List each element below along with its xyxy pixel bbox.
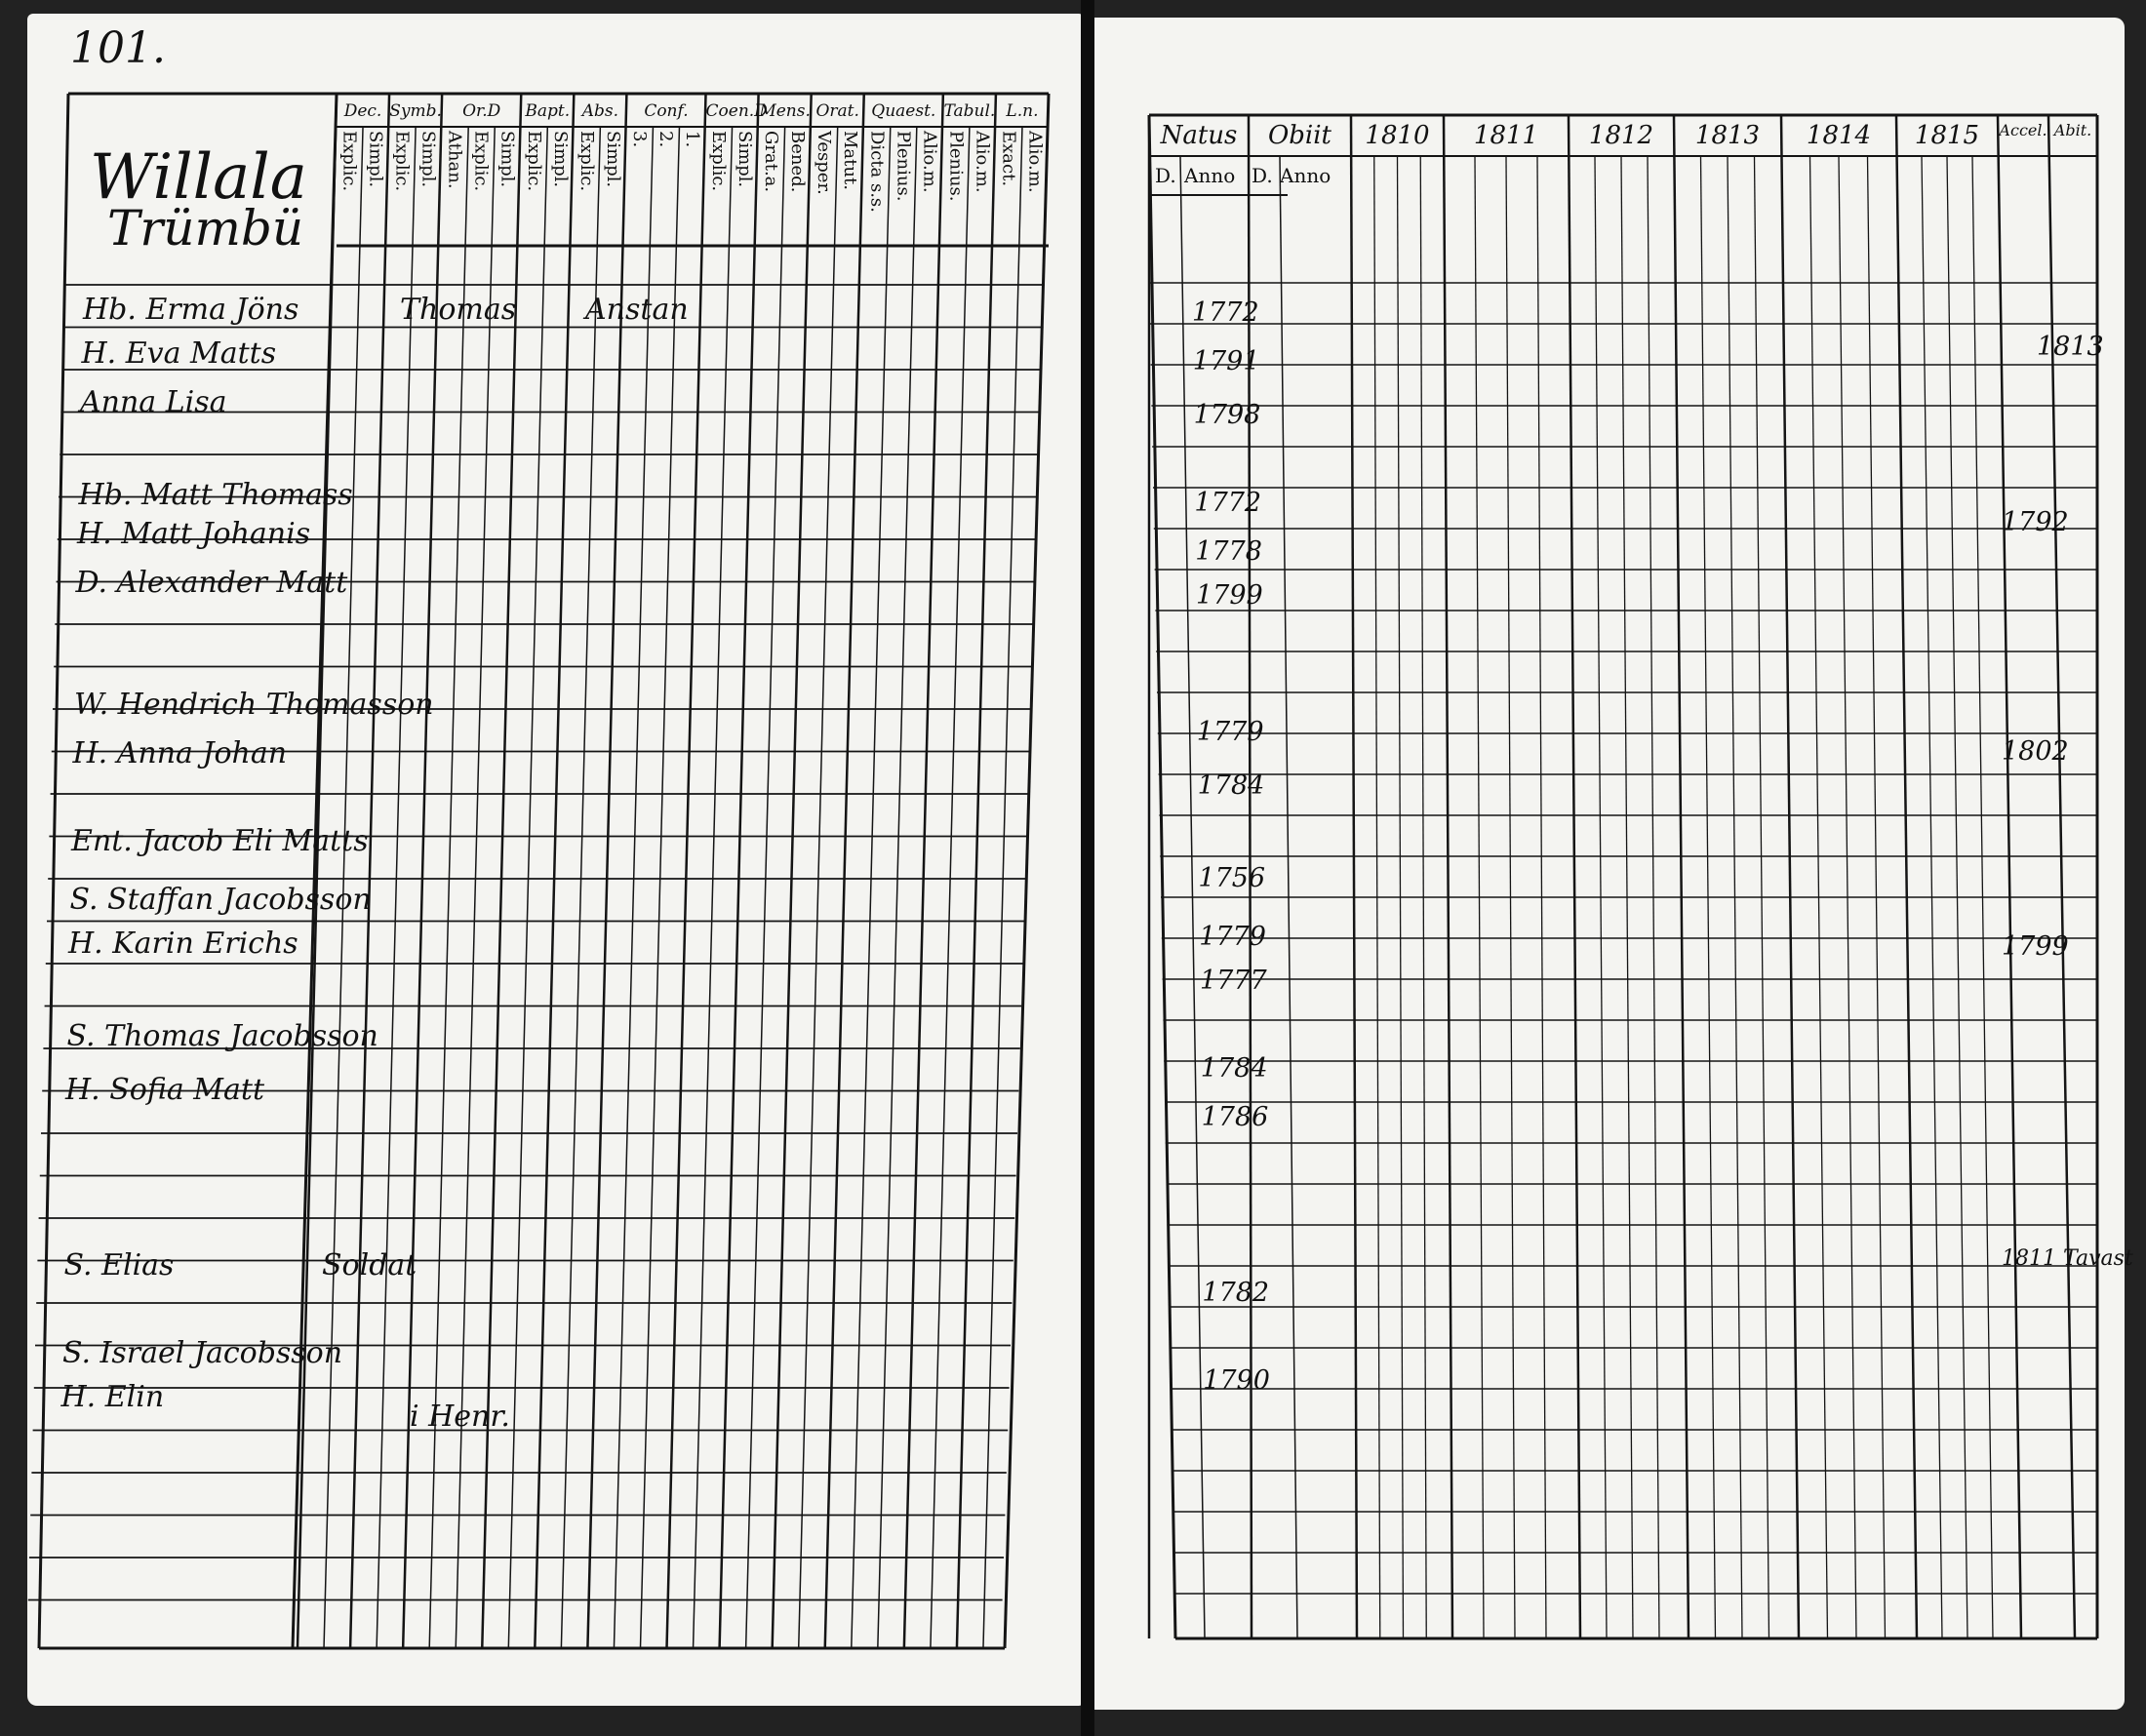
column-group-header: Abs. [581,101,618,121]
column-sub-header: Simpl. [417,131,439,188]
column-sub-header: Explic. [391,131,413,192]
column-sub-header: 3. [628,131,650,148]
birth-year: 1784 [1197,770,1265,801]
margin-note: 1802 [2002,736,2069,767]
household-member-name: H. Matt Johanis [77,517,311,551]
right-group-header: Obiit [1267,121,1332,150]
birth-year: 1772 [1192,297,1259,328]
column-sub-header: 1. [682,131,702,148]
column-sub-header: Alio.m. [919,131,940,193]
birth-year: 1779 [1199,922,1266,952]
household-member-name: H. Eva Matts [81,336,277,371]
right-group-divider [1569,115,1580,1638]
right-group-header: 1810 [1365,121,1430,150]
right-group-divider [1998,115,2021,1638]
page-number: 101. [70,23,166,73]
household-member-name: H. Karin Erichs [68,927,298,961]
column-sub-header: Simpl. [365,131,386,188]
right-group-header: Abit. [2053,121,2092,139]
column-group-header: L.n. [1006,101,1039,121]
household-member-name: D. Alexander Matt [75,566,348,600]
right-group-header: 1812 [1588,121,1654,150]
column-sub-header: Explic. [523,131,544,192]
column-sub-header: Plenius. [945,131,967,202]
birth-year: 1778 [1195,536,1262,567]
right-sub-header: D. [1252,164,1273,187]
column-sub-header: Explic. [708,131,730,192]
column-sub-header: Dicta s.s. [866,131,888,213]
right-group-divider [1674,115,1689,1638]
right-group-divider [1781,115,1799,1638]
column-group-header: Mens. [759,101,811,121]
household-member-name: Anna Lisa [80,385,227,419]
household-member-name: S. Thomas Jacobsson [66,1019,378,1053]
birth-year: 1779 [1196,717,1264,747]
right-sub-header: Anno [1280,164,1331,187]
right-group-header: 1811 [1473,121,1539,150]
annotation-thomas: Thomas [400,293,517,327]
household-member-name: H. Elin [60,1380,165,1414]
right-sub-header: Anno [1184,164,1236,187]
right-group-header: 1814 [1806,121,1872,150]
household-member-name: S. Staffan Jacobsson [69,883,372,917]
right-group-header: 1813 [1694,121,1761,150]
household-member-name: W. Hendrich Thomasson [74,688,434,722]
household-member-name: Ent. Jacob Eli Matts [71,824,369,858]
column-group-header: Symb. [389,101,442,121]
right-group-divider [1351,115,1357,1638]
right-group-header: 1815 [1914,121,1980,150]
column-sub-header: Explic. [576,131,597,192]
column-sub-header: Exact. [998,131,1019,187]
farm-name: Trümbü [107,200,304,256]
household-member-name: H. Sofia Matt [65,1073,264,1107]
margin-note: 1799 [2002,931,2069,962]
annotation-soldat: Soldat [322,1248,417,1282]
birth-year: 1772 [1194,488,1262,518]
column-group-header: Dec. [343,101,382,121]
column-sub-header: Alio.m. [1024,131,1046,193]
column-group-header: Orat. [815,101,859,121]
household-member-name: H. Anna Johan [72,736,288,770]
right-group-divider [1896,115,1917,1638]
right-sub-header: D. [1155,164,1176,187]
column-sub-header: 2. [655,131,676,148]
column-sub-header: Simpl. [735,131,756,188]
margin-note: 1792 [2002,507,2069,537]
annotation-anstan: Anstan [585,293,689,327]
household-member-name: Hb. Erma Jöns [83,293,299,327]
right-group-header: Natus [1160,121,1238,150]
column-sub-header: Athan. [444,131,465,189]
birth-year: 1791 [1192,346,1260,376]
right-group-header: Accel. [1999,121,2047,139]
margin-note: 1811 Tavast [2002,1246,2133,1271]
column-sub-header: Matut. [840,131,861,190]
household-member-name: S. Israel Jacobsson [62,1336,343,1370]
column-group-header: Or.D [462,101,501,121]
column-group-header: Quaest. [871,101,936,121]
column-sub-header: Simpl. [549,131,571,188]
birth-year: 1782 [1202,1278,1270,1308]
column-sub-header: Simpl. [497,131,518,188]
birth-year: 1798 [1193,400,1261,430]
column-sub-header: Explic. [470,131,492,192]
birth-year: 1756 [1198,863,1266,893]
household-member-name: Hb. Matt Thomass [78,478,353,512]
column-group-header: Bapt. [525,101,571,121]
household-member-name: S. Elias [63,1248,175,1282]
column-group-header: Conf. [644,101,689,121]
birth-year: 1777 [1200,966,1267,996]
birth-year: 1790 [1203,1365,1270,1396]
column-sub-header: Vesper. [814,131,835,195]
right-group-divider [1444,115,1452,1638]
column-sub-header: Alio.m. [972,131,993,193]
birth-year: 1799 [1196,580,1263,611]
birth-year: 1786 [1201,1102,1269,1132]
column-group-header: Coen.D [705,101,768,121]
column-sub-header: Explic. [338,131,360,192]
column-sub-header: Grat.a. [761,131,782,193]
village-name: Willala [90,141,307,214]
birth-year: 1784 [1200,1053,1268,1084]
margin-note: 1813 [2037,332,2104,362]
column-group-header: Tabul. [943,101,996,121]
column-sub-header: Bened. [787,131,809,193]
column-sub-header: Simpl. [602,131,623,188]
annotation-henr: i Henr. [410,1400,510,1434]
right-table-left [1149,115,1175,1638]
column-sub-header: Plenius. [893,131,914,202]
